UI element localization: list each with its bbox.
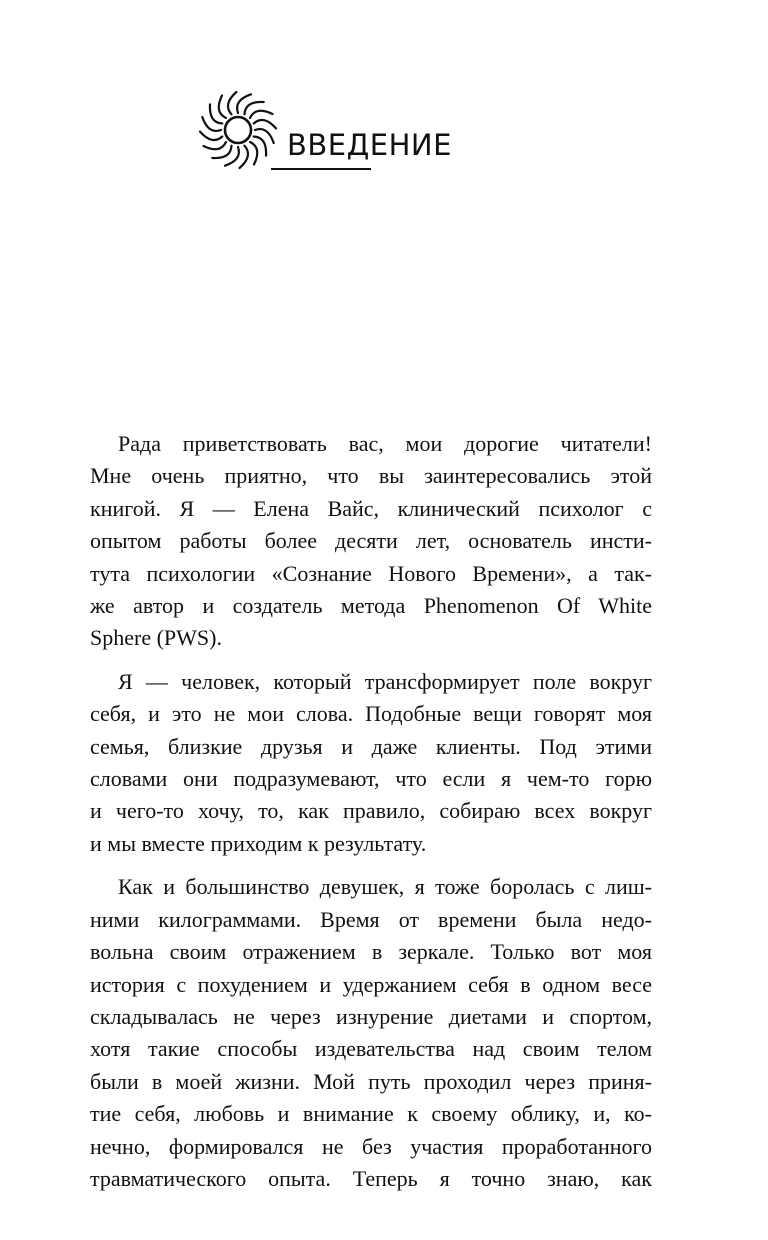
text-line: Я — человек, который трансформирует поле вокруг — [118, 668, 652, 694]
chapter-title: ВВЕДЕНИЕ — [287, 128, 452, 162]
text-line: опытом работы более десяти лет, основатель инсти- — [90, 528, 652, 554]
text-line: вольна своим отражением в зеркале. Только вот моя — [90, 939, 652, 965]
text-line: тие себя, любовь и внимание к своему облику, и, ко- — [90, 1101, 652, 1127]
text-line: хотя такие способы издевательства над своим телом — [90, 1036, 652, 1062]
chapter-header — [196, 88, 476, 188]
text-line: Мне очень приятно, что вы заинтересовались этой — [90, 463, 652, 489]
text-line: и мы вместе приходим к результату. — [90, 830, 427, 856]
text-line: складывалась не через изнурение диетами и спортом, — [90, 1003, 652, 1029]
title-underline — [271, 168, 371, 170]
text-line: нечно, формировался не без участия проработанного — [90, 1133, 652, 1159]
text-line: семья, близкие друзья и даже клиенты. Под этими — [90, 733, 652, 759]
text-line: Рада приветствовать вас, мои дорогие читатели! — [118, 431, 652, 456]
paragraph — [90, 666, 652, 860]
text-line: же автор и создатель метода Phenomenon Of White — [90, 593, 652, 619]
text-line: были в моей жизни. Мой путь проходил через приня- — [90, 1068, 652, 1094]
text-line: книгой. Я — Елена Вайс, клинический психолог с — [90, 495, 652, 521]
text-line: Как и большинство девушек, я тоже боролась с лиш- — [118, 874, 652, 900]
sun-ornament-icon — [196, 88, 280, 172]
body-text — [90, 428, 652, 1206]
text-line: тута психологии «Сознание Нового Времени», а так- — [90, 560, 652, 586]
text-line: история с похудением и удержанием себя в одном весе — [90, 971, 652, 997]
text-line: ними килограммами. Время от времени была недо- — [90, 906, 652, 932]
text-line: словами они подразумевают, что если я чем-то горю — [90, 766, 652, 792]
text-line: себя, и это не мои слова. Подобные вещи говорят моя — [90, 701, 652, 727]
text-line: и чего-то хочу, то, как правило, собираю всех вокруг — [90, 798, 652, 824]
text-line: Sphere (PWS). — [90, 625, 222, 651]
text-line: травматического опыта. Теперь я точно знаю, как — [90, 1165, 652, 1191]
paragraph — [90, 428, 652, 655]
paragraph — [90, 871, 652, 1195]
